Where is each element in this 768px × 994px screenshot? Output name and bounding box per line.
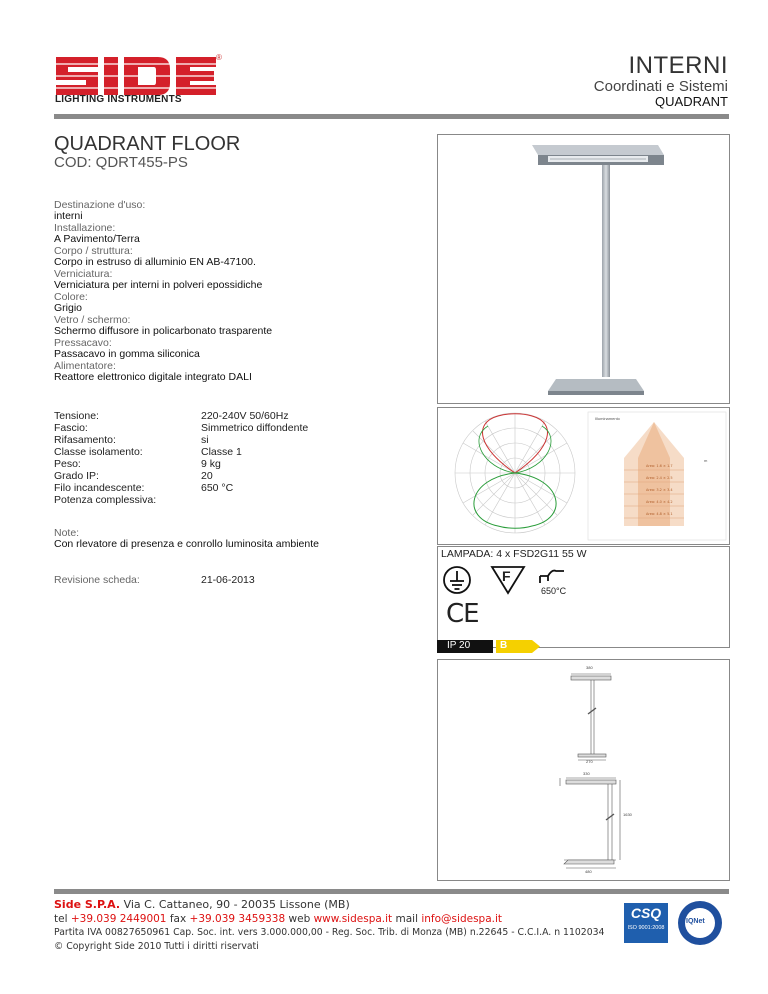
svg-text:Area: 4.0 × 4.2: Area: 4.0 × 4.2 [646, 500, 673, 504]
svg-text:Area: 4.8 × 5.1: Area: 4.8 × 5.1 [646, 512, 673, 516]
spec-block [54, 200, 414, 383]
email-link[interactable]: info@sidespa.it [421, 913, 503, 925]
earth-class1-icon [442, 565, 472, 595]
spec-label: Installazione: [54, 222, 116, 234]
fax-number[interactable]: +39.039 3459338 [189, 913, 286, 925]
spec-value: Passacavo in gomma siliconica [54, 348, 200, 360]
csq-cert-badge [624, 903, 668, 943]
tech-label: Tensione: [54, 410, 99, 422]
ip-rating: IP 20 [447, 640, 471, 651]
spec-value: Verniciatura per interni in polveri epossidiche [54, 279, 263, 291]
tech-value: 220-240V 50/60Hz [201, 410, 289, 422]
tech-value: 9 kg [201, 458, 221, 470]
svg-text:Area: 3.2 × 3.4: Area: 3.2 × 3.4 [646, 488, 673, 492]
notes-value: Con rlevatore di presenza e conrollo luminosita ambiente [54, 538, 319, 550]
family-name: QUADRANT [655, 94, 728, 109]
svg-text:Area: 2.4 × 2.5: Area: 2.4 × 2.5 [646, 476, 673, 480]
spec-label: Corpo / struttura: [54, 245, 133, 257]
photometry-frame [437, 407, 730, 545]
tel-label: tel [54, 913, 68, 925]
tech-value: 650 °C [201, 482, 234, 494]
ce-mark: CE [446, 599, 479, 629]
footer-address-line [54, 898, 350, 911]
spec-value: Grigio [54, 302, 83, 314]
tech-label: Grado IP: [54, 470, 99, 482]
header-divider [54, 114, 729, 119]
product-code: COD: QDRT455-PS [54, 154, 188, 171]
spec-label: Verniciatura: [54, 268, 113, 280]
spec-value: Reattore elettronico digitale integrato DALI [54, 371, 252, 383]
fax-label: fax [169, 913, 187, 925]
tech-label: Fascio: [54, 422, 88, 434]
dim-top-width: 380 [586, 665, 593, 670]
iqnet-label: IQNet [686, 918, 705, 925]
dimension-drawing [438, 660, 729, 880]
spec-label: Colore: [54, 291, 88, 303]
product-photo-frame [437, 134, 730, 404]
footer-contacts-line [54, 913, 502, 925]
tech-label: Potenza complessiva: [54, 494, 157, 506]
tel-number[interactable]: +39.039 2449001 [70, 913, 167, 925]
section-title: INTERNI [628, 52, 728, 79]
photometry-units: m [704, 458, 708, 463]
registered-mark: ® [216, 53, 222, 62]
section-subtitle: Coordinati e Sistemi [593, 78, 728, 95]
spec-label: Destinazione d'uso: [54, 199, 146, 211]
dim-side-width: 330 [583, 771, 590, 776]
dim-base-width: 270 [586, 759, 593, 764]
tech-value: si [201, 434, 209, 446]
dim-height: 1630 [623, 812, 632, 817]
polar-diagram [438, 408, 729, 544]
tech-label: Classe isolamento: [54, 446, 143, 458]
lamp-symbols-frame [437, 546, 730, 648]
svg-text:Area: 1.6 × 1.7: Area: 1.6 × 1.7 [646, 464, 673, 468]
dim-depth: 480 [585, 869, 592, 874]
product-title: QUADRANT FLOOR [54, 133, 241, 155]
spec-label: Alimentatore: [54, 360, 116, 372]
csq-label: CSQ [630, 905, 662, 921]
copyright: © Copyright Side 2010 Tutti i diritti riservati [54, 941, 259, 952]
spec-value: Schermo diffusore in policarbonato trasparente [54, 325, 273, 337]
energy-class-letter: B [500, 640, 508, 651]
tech-label: Filo incandescente: [54, 482, 145, 494]
revision-date: 21-06-2013 [201, 574, 255, 586]
website-link[interactable]: www.sidespa.it [313, 913, 393, 925]
glow-wire-temp: 650°C [541, 586, 567, 596]
spec-label: Pressacavo: [54, 337, 112, 349]
glow-wire-icon [538, 567, 566, 585]
legal-info: Partita IVA 00827650961 Cap. Soc. int. vers 3.000.000,00 - Reg. Soc. Trib. di Monza (MB) n.22645 - C.C.I.A. n 1102034 [54, 927, 605, 938]
spec-value: A Pavimento/Terra [54, 233, 140, 245]
photometry-title: Illuminamento [595, 416, 620, 421]
spec-value: Corpo in estruso di alluminio EN AB-47100. [54, 256, 256, 268]
tech-value: 20 [201, 470, 213, 482]
ip-badge [437, 640, 493, 653]
spec-label: Vetro / schermo: [54, 314, 131, 326]
footer-divider [54, 889, 729, 894]
tech-value: Classe 1 [201, 446, 242, 458]
lamp-label: LAMPADA: 4 x FSD2G11 55 W [441, 548, 587, 560]
floor-lamp-image [438, 135, 729, 403]
tech-label: Rifasamento: [54, 434, 116, 446]
revision-label: Revisione scheda: [54, 574, 140, 586]
mail-label: mail [395, 913, 419, 925]
f-mark-letter: F [502, 568, 511, 584]
dimension-drawing-frame [437, 659, 730, 881]
notes-label: Note: [54, 527, 80, 539]
tech-value: Simmetrico diffondente [201, 422, 309, 434]
web-label: web [288, 913, 311, 925]
company-name: Side S.P.A. [54, 898, 121, 911]
brand-subtitle: LIGHTING INSTRUMENTS [55, 94, 182, 105]
iso-label: ISO 9001:2008 [627, 925, 665, 931]
notes-block [54, 528, 414, 550]
spec-value: interni [54, 210, 83, 222]
tech-label: Peso: [54, 458, 81, 470]
company-address: Via C. Cattaneo, 90 - 20035 Lissone (MB) [123, 898, 350, 911]
